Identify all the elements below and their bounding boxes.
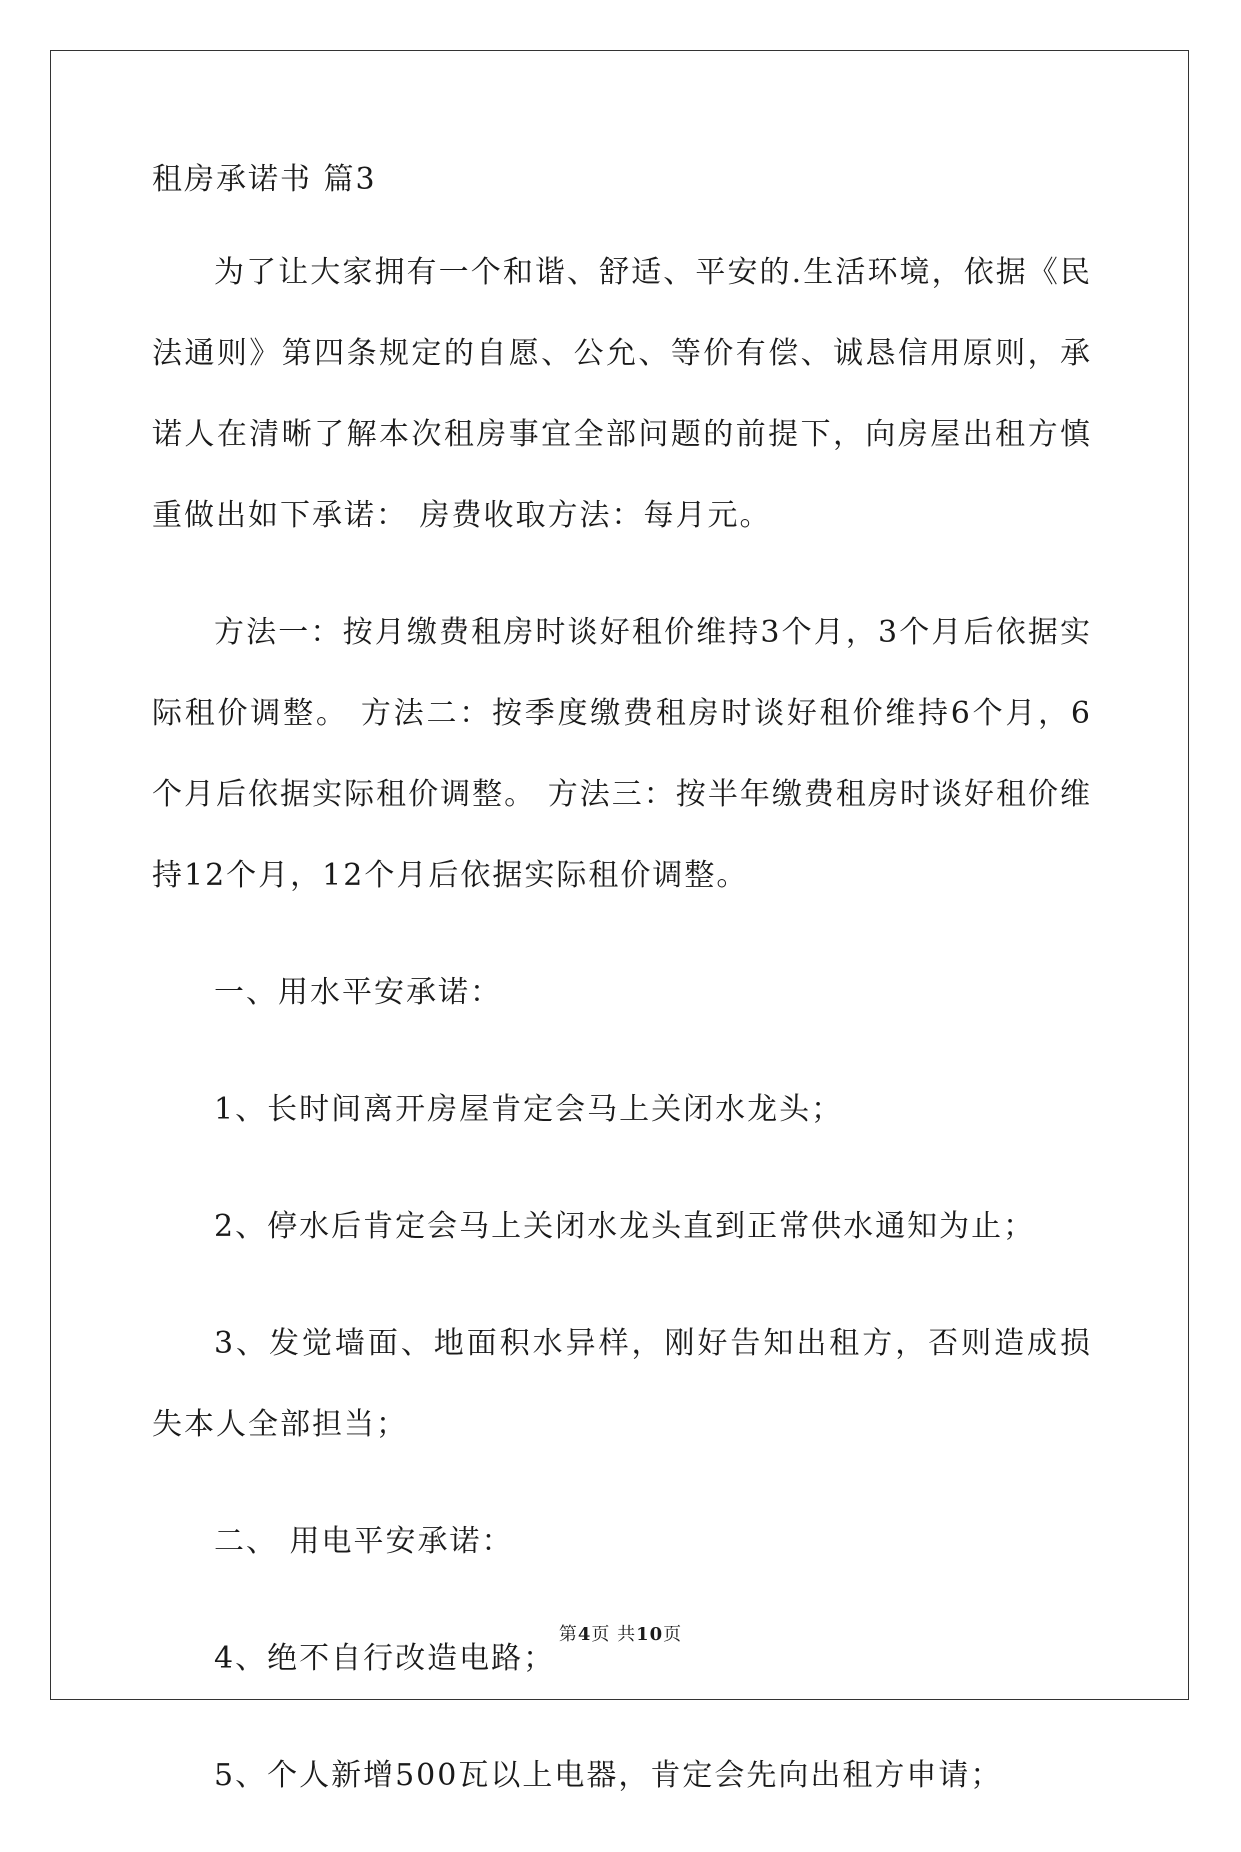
paragraph-payment-methods: 方法一：按月缴费租房时谈好租价维持3个月，3个月后依据实际租价调整。 方法二：按季度缴费租房时谈好租价维持6个月，6个月后依据实际租价调整。 方法三：按半年缴费租房时谈好租价维持12个月，12个月后依据实际租价调整。 [152, 615, 1092, 893]
list-item-4: 4、绝不自行改造电路； [214, 1641, 556, 1676]
section-heading-electric: 二、 用电平安承诺： [214, 1524, 514, 1559]
footer-page-mid: 页 共 [591, 1624, 637, 1645]
page-footer [0, 1620, 1241, 1646]
footer-page-suffix: 页 [663, 1624, 683, 1645]
footer-page-total: 10 [636, 1624, 664, 1645]
document-body [152, 158, 1092, 1852]
list-item-1: 1、长时间离开房屋肯定会马上关闭水龙头； [214, 1092, 844, 1127]
list-item-5: 5、个人新增500瓦以上电器，肯定会先向出租方申请； [214, 1758, 1003, 1793]
section-heading-water: 一、用水平安承诺： [214, 975, 502, 1010]
list-item-2: 2、停水后肯定会马上关闭水龙头直到正常供水通知为止； [214, 1209, 1036, 1244]
paragraph-intro: 为了让大家拥有一个和谐、舒适、平安的.生活环境，依据《民法通则》第四条规定的自愿、公允、等价有偿、诚恳信用原则，承诺人在清晰了解本次租房事宜全部问题的前提下，向房屋出租方慎重做出如下承诺： 房费收取方法：每月元。 [152, 255, 1092, 533]
document-title: 租房承诺书 篇3 [152, 162, 377, 197]
list-item-3: 3、发觉墙面、地面积水异样，刚好告知出租方，否则造成损失本人全部担当； [152, 1326, 1092, 1442]
footer-page-current: 4 [577, 1624, 592, 1645]
footer-page-prefix: 第 [558, 1624, 578, 1645]
